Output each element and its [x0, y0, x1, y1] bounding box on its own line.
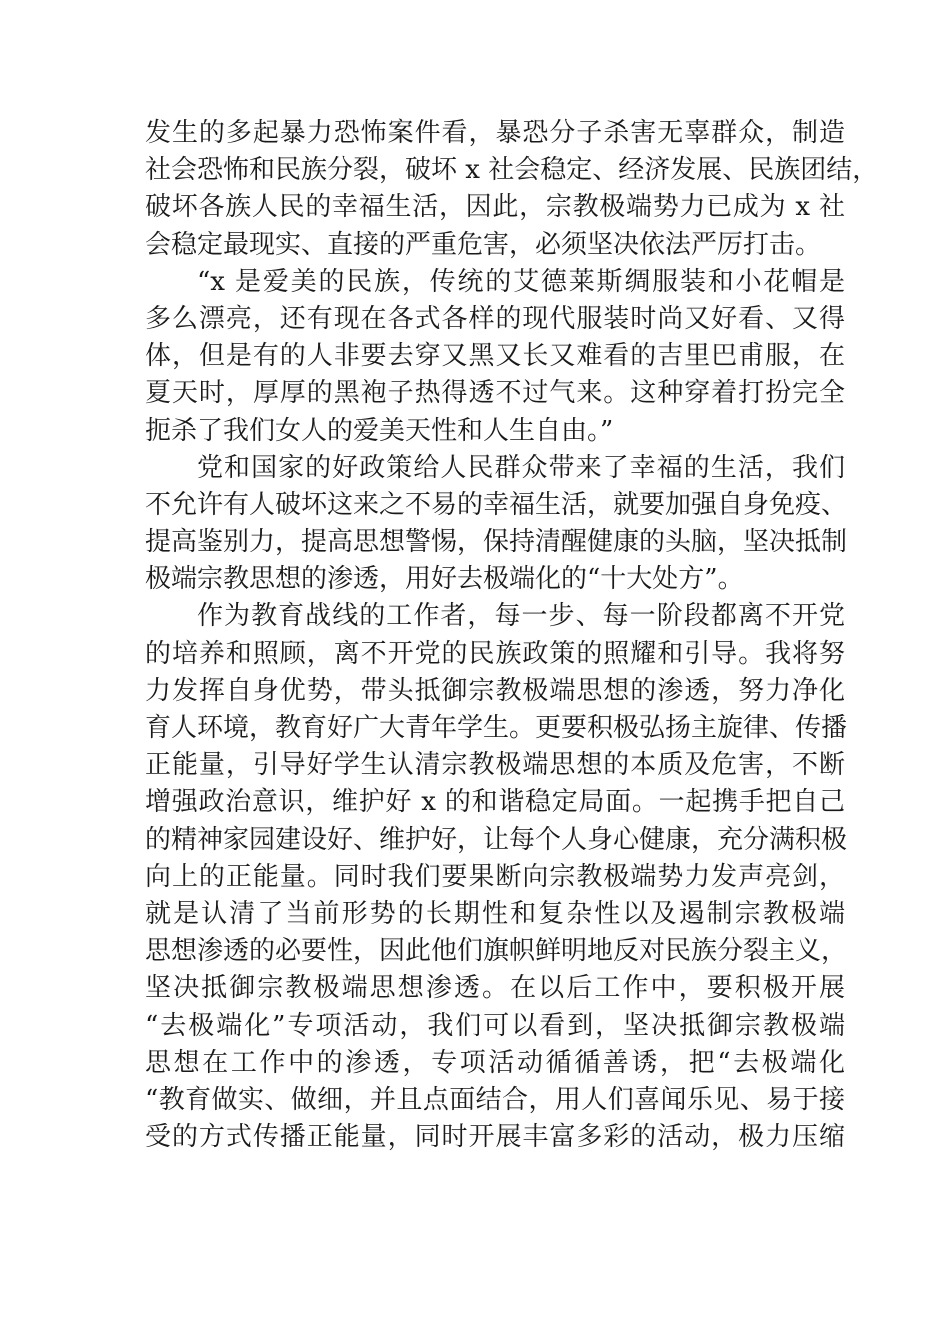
text-line: “x 是爱美的民族，传统的艾德莱斯绸服装和小花帽是: [197, 266, 845, 297]
text-line: 力发挥自身优势，带头抵御宗教极端思想的渗透，努力净化: [145, 675, 845, 706]
text-line: 增强政治意识，维护好 x 的和谐稳定局面。一起携手把自己: [145, 787, 845, 818]
text-line: 育人环境，教育好广大青年学生。更要积极弘扬主旋律、传播: [145, 713, 848, 743]
text-line: 就是认清了当前形势的长期性和复杂性以及遏制宗教极端: [145, 898, 845, 929]
text-line: “教育做实、做细，并且点面结合，用人们喜闻乐见、易于接: [145, 1084, 845, 1115]
text-line: 发生的多起暴力恐怖案件看，暴恐分子杀害无辜群众，制造: [145, 118, 845, 148]
text-line: 扼杀了我们女人的爱美天性和人生自由。”: [145, 415, 614, 446]
text-line: 不允许有人破坏这来之不易的幸福生活，就要加强自身免疫、: [145, 489, 848, 520]
text-line: 思想渗透的必要性，因此他们旗帜鲜明地反对民族分裂主义，: [145, 936, 848, 967]
text-line: 多么漂亮，还有现在各式各样的现代服装时尚又好看、又得: [145, 303, 845, 334]
text-line: 夏天时，厚厚的黑袍子热得透不过气来。这种穿着打扮完全: [145, 378, 845, 409]
text-line: 破坏各族人民的幸福生活，因此，宗教极端势力已成为 x 社: [145, 192, 845, 223]
text-line: “去极端化”专项活动，我们可以看到，坚决抵御宗教极端: [145, 1010, 845, 1041]
text-line: 体，但是有的人非要去穿又黑又长又难看的吉里巴甫服，在: [145, 341, 845, 372]
text-line: 受的方式传播正能量，同时开展丰富多彩的活动，极力压缩: [145, 1122, 845, 1153]
text-line: 的精神家园建设好、维护好，让每个人身心健康，充分满积极: [145, 824, 848, 855]
text-line: 的培养和照顾，离不开党的民族政策的照耀和引导。我将努: [145, 638, 845, 669]
text-line: 社会恐怖和民族分裂，破坏 x 社会稳定、经济发展、民族团结，: [145, 155, 879, 186]
text-line: 作为教育战线的工作者，每一步、每一阶段都离不开党: [197, 601, 845, 632]
text-line: 思想在工作中的渗透，专项活动循循善诱，把“去极端化: [145, 1047, 845, 1078]
text-line: 党和国家的好政策给人民群众带来了幸福的生活，我们: [197, 452, 845, 483]
text-line: 极端宗教思想的渗透，用好去极端化的“十大处方”。: [145, 564, 744, 595]
text-line: 向上的正能量。同时我们要果断向宗教极端势力发声亮剑，: [145, 861, 845, 892]
text-line: 提高鉴别力，提高思想警惕，保持清醒健康的头脑，坚决抵制: [145, 527, 848, 558]
document-body: [145, 115, 879, 1156]
text-line: 正能量，引导好学生认清宗教极端思想的本质及危害，不断: [145, 750, 845, 781]
text-line: 会稳定最现实、直接的严重危害，必须坚决依法严厉打击。: [145, 229, 822, 260]
text-line: 坚决抵御宗教极端思想渗透。在以后工作中，要积极开展: [145, 973, 845, 1004]
